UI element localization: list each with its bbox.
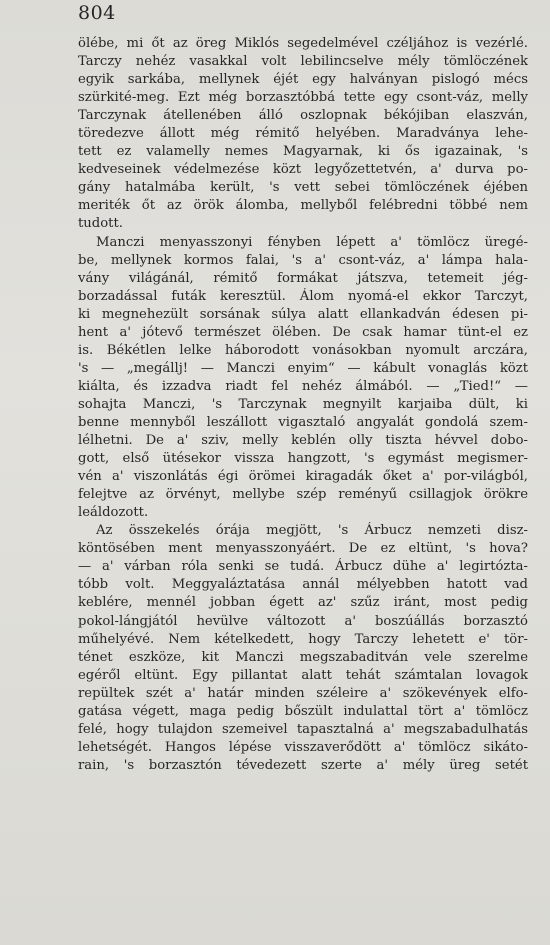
text-line: gott, első ütésekor vissza hangzott, 's egymást megismer-: [78, 451, 528, 467]
text-line: leáldozott.: [78, 505, 149, 521]
text-line: 's — „megállj! — Manczi enyim“ — kábult vonaglás közt: [78, 360, 528, 376]
text-line: kedveseinek védelmezése közt legyőzettetvén, a' durva po-: [78, 162, 528, 178]
text-line: vén a' viszonlátás égi örömei kiragadák őket a' por-világból,: [78, 469, 528, 485]
text-line: benne mennyből leszállott vigasztaló angyalát gondolá szem-: [78, 414, 528, 430]
text-line: rain, 's borzasztón tévedezett szerte a' mély üreg setét: [78, 757, 528, 773]
text-line: szürkité-meg. Ezt még borzasztóbbá tette egy csont-váz, melly: [78, 90, 528, 106]
text-line: lehetségét. Hangos lépése visszaverődött a' tömlöcz sikáto-: [78, 739, 528, 755]
text-line: — a' várban róla senki se tudá. Árbucz dühe a' legirtózta-: [78, 559, 528, 575]
page-number: 804: [78, 2, 116, 24]
text-line: repültek szét a' határ minden széleire a' szökevények elfo-: [78, 685, 528, 701]
text-line: köntösében ment menyasszonyáért. De ez eltünt, 's hova?: [78, 541, 528, 557]
text-line: egéről eltünt. Egy pillantat alatt tehát számtalan lovagok: [78, 667, 528, 683]
text-line: tóbb volt. Meggyaláztatása annál mélyebben hatott vad: [78, 577, 528, 593]
text-line: hent a' jótevő természet ölében. De csak hamar tünt-el ez: [78, 324, 528, 340]
text-line: ölébe, mi őt az öreg Miklós segedelmével czéljához is vezérlé.: [78, 36, 528, 51]
text-line: töredezve állott még rémitő helyében. Maradványa lehe-: [78, 126, 528, 142]
text-line: kiálta, és izzadva riadt fel nehéz álmából. — „Tied!“ —: [78, 378, 528, 394]
text-line: meriték őt az örök álomba, mellyből felébredni többé nem: [78, 198, 528, 214]
text-line: keblére, mennél jobban égett az' szűz iránt, most pedig: [78, 595, 528, 611]
text-line: Tarczynak átellenében álló oszlopnak békójiban elaszván,: [78, 108, 528, 124]
text-line: műhelyévé. Nem kételkedett, hogy Tarczy lehetett e' tör-: [78, 631, 528, 647]
text-line: sohajta Manczi, 's Tarczynak megnyilt karjaiba dült, ki: [78, 396, 528, 412]
text-line: lélhetni. De a' sziv, melly keblén olly tiszta hévvel dobo-: [78, 433, 528, 449]
text-line: Az összekelés órája megjött, 's Árbucz nemzeti disz-: [96, 523, 528, 539]
text-line: ténet eszköze, kit Manczi megszabaditván vele szerelme: [78, 649, 528, 665]
text-line: borzadással futák keresztül. Álom nyomá-el ekkor Tarczyt,: [78, 288, 528, 304]
text-line: felé, hogy tulajdon szemeivel tapasztalná a' megszabadulhatás: [78, 721, 528, 737]
text-line: vány világánál, rémitő formákat játszva, tetemeit jég-: [78, 270, 528, 286]
text-line: felejtve az örvényt, mellybe szép reményű csillagjok örökre: [78, 487, 528, 503]
text-line: tett ez valamelly nemes Magyarnak, ki ős igazainak, 's: [78, 144, 528, 160]
text-line: egyik sarkába, mellynek éjét egy halványan pislogó mécs: [78, 72, 528, 88]
text-line: is. Békétlen lelke háborodott vonásokban nyomult arczára,: [78, 342, 528, 358]
text-line: pokol-lángjától hevülve változott a' boszúállás borzasztó: [78, 613, 528, 629]
body-text: [78, 35, 528, 775]
text-line: Manczi menyasszonyi fényben lépett a' tömlöcz üregé-: [96, 234, 528, 250]
text-line: gatása végett, maga pedig bőszült indulattal tört a' tömlöcz: [78, 703, 528, 719]
text-line: gány hatalmába került, 's vett sebei tömlöczének éjében: [78, 180, 528, 196]
text-line: tudott.: [78, 216, 123, 232]
text-line: be, mellynek kormos falai, 's a' csont-váz, a' lámpa hala-: [78, 252, 528, 268]
text-line: Tarczy nehéz vasakkal volt lebilincselve mély tömlöczének: [78, 54, 528, 70]
text-line: ki megnehezült sorsának súlya alatt ellankadván édesen pi-: [78, 306, 528, 322]
